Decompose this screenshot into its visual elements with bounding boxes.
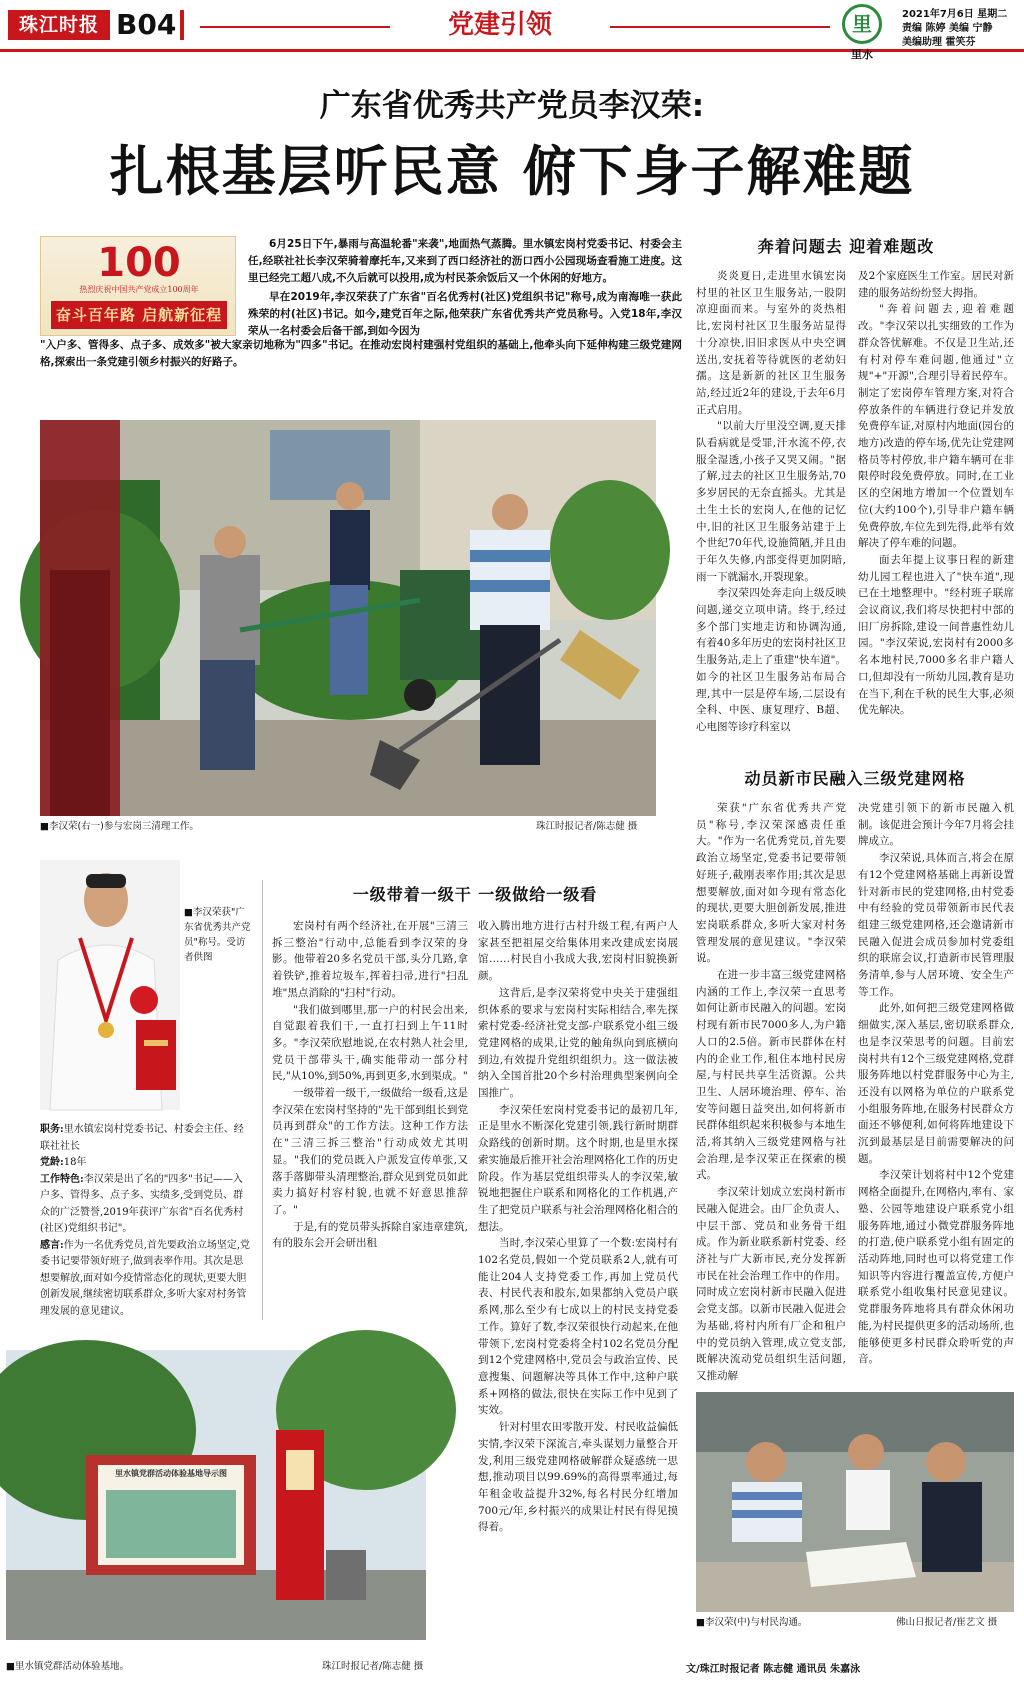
- paragraph: "奔着问题去,迎着难题改。"李汉荣以扎实细致的工作为群众答忧解难。不仅是卫生站,还有村对停车难问题,他通过"立规"+"开源",合理引导着民停车。制定了宏岗停车管理方案,对符合停放条件的车辆进行登记并发放免费停车证,对原村内地面(园台的地方)改造的停车场,优先让党建网格员等村停放,非户籍车辆可在非限停时段免费停放。同时,在工业区的空闲地方增加一个位置划车位(大约100个),引导非户籍车辆免费停放,车位先到先得,此举有效解决了停车难的问题。: [858, 303, 1014, 550]
- profile-feature-value: 李汉荣是出了名的"四多"书记——入户多、管得多、点子多、实绩多,受到党员、群众的广泛赞誉,2019年获评广东省"百名优秀村(社区)党组织书记"。: [40, 1173, 244, 1234]
- photo1-credit: 珠江时报记者/陈志健 摄: [536, 821, 638, 832]
- paragraph: "以前大厅里没空调,夏天排队看病就是受罪,汗水流不停,衣服全湿透,小孩子又哭又闹。"据了解,过去的社区卫生服务站,70多岁居民的无奈直摇头。尤其是土生土长的宏岗人,在他的记忆中,旧的社区卫生服务站建于上个世纪70年代,设施简陋,并且由于年久失修,内部变得更加阴暗,雨一下就漏水,开裂现象。: [696, 420, 846, 583]
- paragraph: 收入腾出地方进行古村升级工程,有两户人家甚至把祖屋交给集体用来改建成宏岗展馆……村民自小我成大我,宏岗村旧貌换新颜。: [478, 920, 678, 983]
- profile-feature: [40, 1172, 252, 1238]
- cleanup-photo: [40, 420, 656, 816]
- paragraph: 决党建引领下的新市民融入机制。该促进会预计今年7月将会挂牌成立。: [858, 802, 1014, 848]
- photo-bottom-right-credit: 佛山日报记者/崔艺文 摄: [896, 1617, 998, 1628]
- editor-line: 责编 陈婷 美编 宁静: [902, 23, 993, 34]
- photo-bottom-left-credit: 珠江时报记者/陈志健 摄: [322, 1661, 424, 1672]
- paragraph: 荣获"广东省优秀共产党员"称号,李汉荣深感责任重大。"作为一名优秀党员,首先要政治立场坚定,党委书记要带领好班子,截刚表率作用;其次是思想要解放,面对如今现有常态化的现状,更要大胆创新发展,推进宏岗联系群众,多听大家对村务管理发展的意见建议。"李汉荣说。: [696, 802, 846, 965]
- activity-base-photo-illustration: [6, 1350, 426, 1640]
- profile-photo-caption: ■李汉荣获"广东省优秀共产党员"称号。受访者供图: [184, 907, 251, 963]
- cleanup-photo-illustration: [40, 420, 656, 816]
- lede-paragraph: 6月25日下午,暴雨与高温轮番"来袭",地面热气蒸腾。里水镇宏岗村党委书记、村委会主任,经联社社长李汉荣骑着摩托车,又来到了西口经济社的沥口西小公园现场查看施工进度。这里已经完工超八成,不久后就可以投用,成为村民茶余饭后又一个休闲的好地方。: [248, 238, 682, 284]
- paragraph: 在进一步丰富三级党建网格内涵的工作上,李汉荣一直思考如何让新市民融入的问题。宏岗村现有新市民7000多人,为户籍人口的2.5倍。新市民群体在村内的企业工作,租住本地村民房屋,与村民共享生活资源。公共卫生、人居环境治理、停车、治安等问题日益突出,如何将新市民群体组织起来积极参与本地生活,将其纳入三级党建网格与社会治理,是李汉荣正在探索的模式。: [696, 969, 846, 1182]
- masthead: [0, 0, 1024, 61]
- section2-column-a: [696, 800, 846, 1382]
- page-number: B04: [116, 8, 177, 41]
- centenary-caption: 热烈庆祝中国共产党成立100周年: [79, 285, 199, 294]
- section1-column-b: [858, 268, 1014, 748]
- newspaper-logo: 珠江时报: [8, 10, 110, 40]
- paragraph: 李汉荣计划将村中12个党建网格全面提升,在网格内,率有、家塾、公园等地建设户联系党小组服务阵地,通过小微党群服务阵地的打造,使户联系党小组有固定的活动阵地,同时也可以将党建工作知识等内容进行覆盖宣传,方便户联系党小组收集村民意见建议。党群服务阵地将具有群众休闲功能,为村民提供更多的活动场所,也能够使更多村民群众聆听党的声音。: [858, 1169, 1014, 1366]
- profile-photo-illustration: [40, 860, 180, 1110]
- assistant-editor-line: 美编助理 霍笑芬: [902, 37, 976, 48]
- paragraph: "我们做到哪里,那一户的村民会出来,自觉跟着我们干,一直打扫到上午11时多。"李汉荣欣慰地说,在农村熟人社会里,党员干部带头干,确实能带动一部分村民,"从10%,到50%,再到更多,水到渠成。": [272, 1003, 468, 1083]
- paragraph: 于是,有的党员带头拆除自家违章建筑,有的股东会开会研出租: [272, 1220, 468, 1250]
- profile-position-label: 职务:: [40, 1124, 64, 1135]
- paragraph: 一级带着一级干,一级做给一级看,这是李汉荣在宏岗村坚持的"先干部到组长到党员再到群众"的工作方法。这种工作方法在"三清三拆三整治"行动成效尤其明显。"我们的党员既入户派发宣传单张,又落手落脚带头清理整治,群众见到党员如此卖力搞好村容村貌,也就不好意思推辞了。": [272, 1087, 468, 1216]
- section1-column-a: [696, 268, 846, 748]
- paragraph: 李汉荣说,具体而言,将会在原有12个党建网格基础上再新设置针对新市民的党建网格,由村党委中有经验的党员带领新市民代表组建三级党建网格,还会邀请新市民融入促进会成员参加村党委组织的联席会议,打造新市民管理服务清单,参与人居环境、安全生产等工作。: [858, 852, 1014, 998]
- centenary-number: 100: [97, 240, 181, 286]
- article-byline: 文/珠江时报记者 陈志健 通讯员 朱嘉泳: [686, 1664, 861, 1675]
- activity-base-photo: [6, 1350, 426, 1640]
- centenary-slogan: 奋斗百年路 启航新征程: [51, 301, 227, 329]
- profile-position-value: 里水镇宏岗村党委书记、村委会主任、经联社社长: [40, 1124, 244, 1152]
- paragraph: 及2个家庭医生工作室。居民对新建的服务站纷纷竖大拇指。: [858, 270, 1014, 299]
- article-subtitle: 广东省优秀共产党员李汉荣:: [319, 88, 705, 124]
- section-title: 党建引领: [447, 10, 552, 40]
- paragraph: 炎炎夏日,走进里水镇宏岗村里的社区卫生服务站,一股阴凉迎面而来。与室外的炎热相比,宏岗村社区卫生服务站显得十分凉快,旧旧求医从中央空调送出,安抚着等待就医的老幼妇孺。这是新新的社区卫生服务站,经过近2年的建设,于去年6月正式启用。: [696, 270, 846, 416]
- section1-heading: 奔着问题去 迎着难题改: [757, 237, 935, 256]
- profile-thoughts-label: 感言:: [40, 1239, 64, 1251]
- section2-heading: 动员新市民融入三级党建网格: [744, 769, 966, 788]
- paragraph: 李汉荣四处奔走向上级反映问题,递交立项申请。终于,经过多个部门实地走访和协调沟通,有着40多年历史的宏岗村社区卫生服务站,走上了重建"快车道"。如今的社区卫生服务站布局合理,其中一层是停车场,二层设有全科、中医、康复理疗、B超、心电图等诊疗科室以: [696, 587, 846, 733]
- photo1-caption: ■李汉荣(右一)参与宏岗三清理工作。: [40, 821, 199, 832]
- photo-bottom-left-caption: ■里水镇党群活动体验基地。: [6, 1661, 129, 1672]
- profile-thoughts: [40, 1238, 252, 1321]
- profile-box: [40, 1122, 252, 1320]
- section3-column-a: [272, 918, 468, 1338]
- profile-thoughts-value: 作为一名优秀党员,首先要政治立场坚定,党委书记要带领好班子,做到表率作用。其次是思想要解放,面对如今疫情常态化的现状,更要大胆创新发展,继续密切联系群众,多听大家对村务管理发展的意见建议。: [40, 1239, 251, 1317]
- lede-paragraph: 早在2019年,李汉荣获了广东省"百名优秀村(社区)党组织书记"称号,成为南海唯一获此殊荣的村(社区)书记。如今,建党百年之际,他荣获广东省优秀共产党员称号。入党18年,李汉荣从一名村委会后备干部,到如今因为: [248, 291, 682, 337]
- profile-tenure: [40, 1155, 252, 1172]
- article-lede: [248, 236, 682, 342]
- profile-tenure-label: 党龄:: [40, 1157, 64, 1168]
- paragraph: 针对村里农田零散开发、村民收益偏低实情,李汉荣下深流言,牵头谋划力量整合开发,利用三级党建网格破解群众疑惑统一思想,推动项目以99.69%的高得票率通过,每年租金收益提升32%,每名村民分红增加700元/年,乡村振兴的成果让村民有得见摸得着。: [478, 1421, 678, 1534]
- section-rule-right: [610, 26, 830, 28]
- section-rule-left: [200, 26, 390, 28]
- masthead-meta: [902, 8, 1020, 50]
- paragraph: 李汉荣计划成立宏岗村新市民融入促进会。由厂企负责人、中层干部、党员和业务骨干组成。作为新业联系新村党委、经济社与广大新市民,充分发挥新市民在社会治理工作中的作用。同时成立宏岗村新市民融入促进会党支部。以新市民融入促进会为基础,将村内所有厂企和租户中的党员纳入管理,成立党支部,既解决流动党员组织生活问题,又推动解: [696, 1186, 846, 1382]
- profile-photo: [40, 860, 180, 1110]
- centenary-badge: [40, 236, 236, 336]
- paragraph: 当时,李汉荣心里算了一个数:宏岗村有102名党员,假如一个党员联系2人,就有可能让204人支持党委工作,再加上党员代表、村民代表和股东,如果都纳入党员户联系网,那么至少有七成以上的村民支持党委工作。算好了数,李汉荣很快行动起来,在他带领下,宏岗村党委将全村102名党员分配到12个党建网格中,党员会与政治宣传、民意搜集、问题解决等具体工作中,这种户联系+网格的做法,很快在实际工作中见到了实效。: [478, 1237, 678, 1417]
- article-headline: 扎根基层听民意 俯下身子解难题: [109, 139, 915, 203]
- issue-date: 2021年7月6日 星期二: [902, 9, 1008, 20]
- section3-heading: 一级带着一级干 一级做给一级看: [352, 885, 598, 904]
- photo-bottom-right-caption: ■李汉荣(中)与村民沟通。: [696, 1617, 808, 1628]
- paragraph: 此外,如何把三级党建网格做细做实,深入基层,密切联系群众,也是李汉荣思考的问题。目前宏岗村共有12个三级党建网格,党群服务阵地以村党群服务中心为主,还没有以网格为单位的户联系党小组服务阵地,在服务村民群众方面还不够便利,如何将阵地建设下沉到最基层是目前需要解决的问题。: [858, 1002, 1014, 1165]
- activity-base-sign-text: 里水镇党群活动体验基地导示图: [115, 1469, 227, 1478]
- profile-tenure-value: 18年: [63, 1157, 87, 1168]
- edition-name: 里水: [851, 48, 873, 61]
- profile-position: [40, 1122, 252, 1155]
- edition-logo-icon: 里: [842, 4, 882, 44]
- profile-feature-label: 工作特色:: [40, 1173, 84, 1185]
- villager-meeting-photo-illustration: [696, 1392, 1014, 1612]
- column-divider: [262, 880, 263, 1320]
- paragraph: 宏岗村有两个经济社,在开展"三清三拆三整治"行动中,总能看到李汉荣的身影。他带着20多名党员干部,头分几路,拿着铁铲,推着垃圾车,挥着扫帚,进行"扫乱堆"黑点消除的"扫村"行动。: [272, 920, 468, 999]
- paragraph: 这背后,是李汉荣将党中央关于建强组织体系的要求与宏岗村实际相结合,率先探索村党委-经济社党支部-户联系党小组三级党建网格的成果,让党的触角纵向到底横向到边,有效提升党组织组织力。这一做法被纳入全国首批20个乡村治理典型案例向全国推广。: [478, 986, 678, 1100]
- page-number-divider: [180, 10, 184, 40]
- section3-column-b: [478, 918, 678, 1653]
- section2-column-b: [858, 800, 1014, 1366]
- paragraph: 李汉荣任宏岗村党委书记的最初几年,正是里水不断深化党建引领,践行新时期群众路线的创新时期。这个时期,也是里水探索实施最后推开社会治理网格化工作的历史阶段。作为基层党组织带头人的李汉荣,敏锐地把握住户联系和网格化的工作机遇,产生了把党员户联系与社会治理网格化相合的想法。: [478, 1103, 678, 1233]
- paragraph: 面去年提上议事日程的新建幼儿园工程也进入了"快车道",现已在土地整理中。"经村班子联席会议商议,我们将尽快把村中部的旧厂房拆除,建设一间普惠性幼儿园。"李汉荣说,宏岗村有2000多名本地村民,7000多名非户籍人口,但却没有一所幼儿园,教育是功在当下,利在千秋的民生大事,必须优先解决。: [858, 553, 1014, 717]
- villager-meeting-photo: [696, 1392, 1014, 1612]
- article-lede-tail: "入户多、管得多、点子多、成效多"被大家亲切地称为"四多"书记。在推动宏岗村建强村党组织的基础上,他牵头向下延伸构建三级党建网格,探索出一条党建引领乡村振兴的好路子。: [40, 339, 682, 368]
